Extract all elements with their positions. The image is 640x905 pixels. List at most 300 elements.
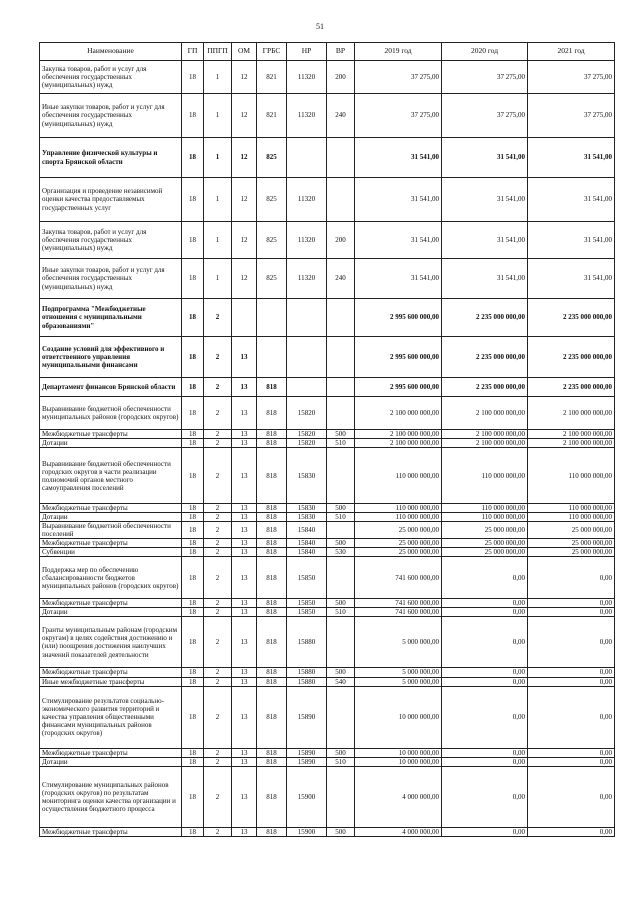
table-row <box>40 557 615 599</box>
row-gp: 18 <box>182 178 204 222</box>
row-2019: 741 600 000,00 <box>355 599 442 608</box>
row-grbs: 818 <box>257 766 287 827</box>
row-name: Дотации <box>40 513 182 522</box>
row-name: Иные межбюджетные трансферты <box>40 677 182 686</box>
row-vr: 500 <box>327 668 355 677</box>
row-grbs: 821 <box>257 94 287 138</box>
row-gp: 18 <box>182 827 204 836</box>
row-vr <box>327 448 355 504</box>
row-2020: 0,00 <box>442 617 528 668</box>
row-name: Межбюджетные трансферты <box>40 504 182 513</box>
row-2021: 2 100 000 000,00 <box>528 430 615 439</box>
table-row <box>40 504 615 513</box>
row-ppgp: 2 <box>204 504 232 513</box>
row-2019: 2 100 000 000,00 <box>355 430 442 439</box>
table-row <box>40 378 615 397</box>
row-2020: 0,00 <box>442 557 528 599</box>
row-name: Межбюджетные трансферты <box>40 539 182 548</box>
row-om: 13 <box>232 378 257 397</box>
row-vr <box>327 617 355 668</box>
row-name: Межбюджетные трансферты <box>40 599 182 608</box>
row-2019: 31 541,00 <box>355 138 442 178</box>
row-grbs: 818 <box>257 548 287 557</box>
row-grbs <box>257 299 287 337</box>
row-om: 13 <box>232 686 257 748</box>
row-om: 13 <box>232 677 257 686</box>
row-nr: 15820 <box>287 397 327 430</box>
table-row <box>40 61 615 94</box>
table-row <box>40 677 615 686</box>
row-2019: 2 100 000 000,00 <box>355 439 442 448</box>
row-grbs: 818 <box>257 608 287 617</box>
row-om: 12 <box>232 94 257 138</box>
row-vr <box>327 686 355 748</box>
row-2021: 110 000 000,00 <box>528 513 615 522</box>
row-2021: 2 235 000 000,00 <box>528 337 615 378</box>
table-row <box>40 513 615 522</box>
row-ppgp: 2 <box>204 668 232 677</box>
row-nr: 15840 <box>287 522 327 539</box>
table-row <box>40 686 615 748</box>
row-2019: 2 995 600 000,00 <box>355 378 442 397</box>
row-2021: 110 000 000,00 <box>528 448 615 504</box>
row-2020: 0,00 <box>442 748 528 757</box>
table-row <box>40 608 615 617</box>
row-ppgp: 2 <box>204 299 232 337</box>
row-om: 13 <box>232 522 257 539</box>
row-2019: 2 100 000 000,00 <box>355 397 442 430</box>
row-om: 13 <box>232 827 257 836</box>
row-gp: 18 <box>182 522 204 539</box>
row-gp: 18 <box>182 677 204 686</box>
row-grbs: 818 <box>257 827 287 836</box>
row-2019: 4 000 000,00 <box>355 827 442 836</box>
row-om: 13 <box>232 539 257 548</box>
row-2020: 25 000 000,00 <box>442 548 528 557</box>
row-nr: 15830 <box>287 504 327 513</box>
row-2020: 25 000 000,00 <box>442 539 528 548</box>
table-row <box>40 178 615 222</box>
row-nr: 15850 <box>287 557 327 599</box>
row-om: 13 <box>232 766 257 827</box>
row-2021: 25 000 000,00 <box>528 522 615 539</box>
row-ppgp: 2 <box>204 827 232 836</box>
row-2020: 31 541,00 <box>442 138 528 178</box>
row-nr: 15830 <box>287 513 327 522</box>
row-ppgp: 1 <box>204 178 232 222</box>
row-om <box>232 299 257 337</box>
row-om: 13 <box>232 439 257 448</box>
row-nr: 15880 <box>287 677 327 686</box>
row-grbs: 818 <box>257 677 287 686</box>
header-om: ОМ <box>232 43 257 61</box>
row-grbs: 818 <box>257 539 287 548</box>
row-gp: 18 <box>182 539 204 548</box>
row-gp: 18 <box>182 757 204 766</box>
row-2019: 741 600 000,00 <box>355 557 442 599</box>
row-vr: 500 <box>327 599 355 608</box>
row-name: Субвенции <box>40 548 182 557</box>
row-2020: 0,00 <box>442 766 528 827</box>
row-2019: 37 275,00 <box>355 94 442 138</box>
row-ppgp: 2 <box>204 686 232 748</box>
row-gp: 18 <box>182 259 204 299</box>
row-2021: 2 100 000 000,00 <box>528 397 615 430</box>
row-gp: 18 <box>182 138 204 178</box>
row-vr: 200 <box>327 61 355 94</box>
row-name: Выравнивание бюджетной обеспеченности поселений <box>40 522 182 539</box>
row-nr: 11320 <box>287 61 327 94</box>
row-grbs: 818 <box>257 397 287 430</box>
row-2021: 37 275,00 <box>528 94 615 138</box>
row-2021: 0,00 <box>528 608 615 617</box>
row-nr <box>287 378 327 397</box>
row-grbs: 818 <box>257 617 287 668</box>
row-2021: 0,00 <box>528 599 615 608</box>
row-ppgp: 2 <box>204 397 232 430</box>
row-2020: 0,00 <box>442 608 528 617</box>
row-vr: 530 <box>327 548 355 557</box>
row-gp: 18 <box>182 299 204 337</box>
row-om: 13 <box>232 557 257 599</box>
table-row <box>40 439 615 448</box>
row-ppgp: 2 <box>204 608 232 617</box>
row-gp: 18 <box>182 608 204 617</box>
row-2020: 2 235 000 000,00 <box>442 337 528 378</box>
table-row <box>40 259 615 299</box>
table-row <box>40 827 615 836</box>
row-2021: 0,00 <box>528 757 615 766</box>
row-name: Управление физической культуры и спорта Брянской области <box>40 138 182 178</box>
row-nr: 15900 <box>287 766 327 827</box>
table-row <box>40 668 615 677</box>
row-2021: 0,00 <box>528 668 615 677</box>
row-vr: 500 <box>327 430 355 439</box>
row-gp: 18 <box>182 448 204 504</box>
row-2019: 25 000 000,00 <box>355 522 442 539</box>
row-name: Создание условий для эффективного и ответственного управления муниципальными финансами <box>40 337 182 378</box>
row-vr: 500 <box>327 748 355 757</box>
row-vr: 240 <box>327 259 355 299</box>
row-ppgp: 2 <box>204 448 232 504</box>
row-grbs <box>257 337 287 378</box>
row-name: Выравнивание бюджетной обеспеченности муниципальных районов (городских округов) <box>40 397 182 430</box>
row-name: Межбюджетные трансферты <box>40 748 182 757</box>
row-2020: 2 100 000 000,00 <box>442 430 528 439</box>
row-name: Дотации <box>40 757 182 766</box>
row-grbs: 818 <box>257 430 287 439</box>
row-nr: 15850 <box>287 599 327 608</box>
row-om: 13 <box>232 504 257 513</box>
row-ppgp: 2 <box>204 439 232 448</box>
row-2020: 2 100 000 000,00 <box>442 439 528 448</box>
row-2020: 0,00 <box>442 668 528 677</box>
row-om: 13 <box>232 337 257 378</box>
row-2020: 25 000 000,00 <box>442 522 528 539</box>
row-2021: 0,00 <box>528 677 615 686</box>
table-row <box>40 522 615 539</box>
row-nr: 11320 <box>287 222 327 259</box>
row-name: Закупка товаров, работ и услуг для обеспечения государственных (муниципальных) нужд <box>40 61 182 94</box>
row-grbs: 825 <box>257 138 287 178</box>
row-2020: 31 541,00 <box>442 259 528 299</box>
row-2020: 0,00 <box>442 757 528 766</box>
row-nr: 15820 <box>287 430 327 439</box>
row-2019: 4 000 000,00 <box>355 766 442 827</box>
row-gp: 18 <box>182 439 204 448</box>
row-ppgp: 2 <box>204 337 232 378</box>
row-om: 13 <box>232 608 257 617</box>
row-2021: 31 541,00 <box>528 138 615 178</box>
row-nr: 15890 <box>287 757 327 766</box>
row-name: Дотации <box>40 439 182 448</box>
row-nr: 15880 <box>287 668 327 677</box>
row-2021: 31 541,00 <box>528 222 615 259</box>
row-gp: 18 <box>182 61 204 94</box>
row-nr: 11320 <box>287 178 327 222</box>
page-number: 51 <box>316 22 324 31</box>
row-gp: 18 <box>182 748 204 757</box>
row-ppgp: 2 <box>204 513 232 522</box>
table-row <box>40 448 615 504</box>
row-2020: 0,00 <box>442 827 528 836</box>
row-grbs: 825 <box>257 178 287 222</box>
row-2019: 25 000 000,00 <box>355 548 442 557</box>
row-name: Иные закупки товаров, работ и услуг для обеспечения государственных (муниципальных) нужд <box>40 94 182 138</box>
row-2019: 741 600 000,00 <box>355 608 442 617</box>
row-om: 13 <box>232 548 257 557</box>
row-name: Межбюджетные трансферты <box>40 430 182 439</box>
table-row <box>40 397 615 430</box>
row-gp: 18 <box>182 94 204 138</box>
row-2020: 31 541,00 <box>442 178 528 222</box>
row-vr: 510 <box>327 608 355 617</box>
row-gp: 18 <box>182 504 204 513</box>
header-name: Наименование <box>40 43 182 61</box>
row-gp: 18 <box>182 337 204 378</box>
row-name: Гранты муниципальным районам (городским округам) в целях содействия достижению и (или) поощрения достижения наилучших значений показателей деятельности <box>40 617 182 668</box>
row-vr: 540 <box>327 677 355 686</box>
row-name: Дотации <box>40 608 182 617</box>
row-2021: 37 275,00 <box>528 61 615 94</box>
row-2019: 31 541,00 <box>355 178 442 222</box>
table-row <box>40 748 615 757</box>
row-nr: 15840 <box>287 539 327 548</box>
header-2019: 2019 год <box>355 43 442 61</box>
row-grbs: 818 <box>257 448 287 504</box>
row-name: Межбюджетные трансферты <box>40 827 182 836</box>
row-vr <box>327 378 355 397</box>
row-vr: 510 <box>327 513 355 522</box>
row-om: 13 <box>232 617 257 668</box>
row-nr: 11320 <box>287 94 327 138</box>
row-grbs: 818 <box>257 686 287 748</box>
row-2019: 5 000 000,00 <box>355 668 442 677</box>
row-vr <box>327 299 355 337</box>
row-2019: 10 000 000,00 <box>355 757 442 766</box>
row-nr: 11320 <box>287 259 327 299</box>
row-name: Департамент финансов Брянской области <box>40 378 182 397</box>
row-ppgp: 2 <box>204 522 232 539</box>
row-2019: 31 541,00 <box>355 222 442 259</box>
row-grbs: 825 <box>257 259 287 299</box>
row-gp: 18 <box>182 686 204 748</box>
header-2020: 2020 год <box>442 43 528 61</box>
row-2019: 110 000 000,00 <box>355 513 442 522</box>
row-vr: 200 <box>327 222 355 259</box>
row-2021: 110 000 000,00 <box>528 504 615 513</box>
row-grbs: 818 <box>257 378 287 397</box>
row-2020: 31 541,00 <box>442 222 528 259</box>
table-row <box>40 757 615 766</box>
row-2021: 0,00 <box>528 748 615 757</box>
table-row <box>40 337 615 378</box>
row-vr <box>327 522 355 539</box>
row-2021: 31 541,00 <box>528 178 615 222</box>
row-name: Выравнивание бюджетной обеспеченности городских округов в части реализации полномочий органов местного самоуправления поселений <box>40 448 182 504</box>
row-gp: 18 <box>182 617 204 668</box>
row-om: 12 <box>232 138 257 178</box>
table-header-row <box>40 43 615 61</box>
row-grbs: 818 <box>257 439 287 448</box>
row-grbs: 821 <box>257 61 287 94</box>
row-name: Поддержка мер по обеспечению сбалансированности бюджетов муниципальных районов (городских округов) <box>40 557 182 599</box>
row-gp: 18 <box>182 668 204 677</box>
row-om: 12 <box>232 222 257 259</box>
row-ppgp: 2 <box>204 430 232 439</box>
row-nr: 15890 <box>287 686 327 748</box>
row-2019: 2 995 600 000,00 <box>355 299 442 337</box>
row-name: Межбюджетные трансферты <box>40 668 182 677</box>
row-2020: 0,00 <box>442 599 528 608</box>
table-row <box>40 548 615 557</box>
row-om: 12 <box>232 178 257 222</box>
row-2020: 2 235 000 000,00 <box>442 378 528 397</box>
row-2019: 110 000 000,00 <box>355 448 442 504</box>
row-2019: 10 000 000,00 <box>355 748 442 757</box>
row-ppgp: 2 <box>204 539 232 548</box>
row-2021: 2 100 000 000,00 <box>528 439 615 448</box>
row-2019: 25 000 000,00 <box>355 539 442 548</box>
table-row <box>40 430 615 439</box>
row-ppgp: 1 <box>204 138 232 178</box>
row-gp: 18 <box>182 397 204 430</box>
row-om: 12 <box>232 259 257 299</box>
row-ppgp: 1 <box>204 222 232 259</box>
row-om: 12 <box>232 61 257 94</box>
row-ppgp: 2 <box>204 617 232 668</box>
row-ppgp: 2 <box>204 557 232 599</box>
row-2020: 37 275,00 <box>442 94 528 138</box>
row-2020: 2 235 000 000,00 <box>442 299 528 337</box>
row-om: 13 <box>232 430 257 439</box>
row-2021: 0,00 <box>528 617 615 668</box>
row-ppgp: 2 <box>204 599 232 608</box>
row-gp: 18 <box>182 222 204 259</box>
row-nr: 15830 <box>287 448 327 504</box>
row-ppgp: 2 <box>204 748 232 757</box>
row-vr: 510 <box>327 439 355 448</box>
row-2021: 0,00 <box>528 827 615 836</box>
row-2019: 2 995 600 000,00 <box>355 337 442 378</box>
row-2019: 31 541,00 <box>355 259 442 299</box>
row-2019: 37 275,00 <box>355 61 442 94</box>
row-vr <box>327 557 355 599</box>
row-nr: 15900 <box>287 827 327 836</box>
row-grbs: 818 <box>257 668 287 677</box>
row-2020: 0,00 <box>442 686 528 748</box>
row-ppgp: 2 <box>204 677 232 686</box>
row-grbs: 818 <box>257 513 287 522</box>
row-2020: 2 100 000 000,00 <box>442 397 528 430</box>
row-gp: 18 <box>182 513 204 522</box>
row-om: 13 <box>232 397 257 430</box>
row-grbs: 818 <box>257 522 287 539</box>
row-vr <box>327 138 355 178</box>
row-grbs: 818 <box>257 748 287 757</box>
row-gp: 18 <box>182 430 204 439</box>
row-vr: 240 <box>327 94 355 138</box>
row-nr: 15890 <box>287 748 327 757</box>
row-name: Иные закупки товаров, работ и услуг для обеспечения государственных (муниципальных) нужд <box>40 259 182 299</box>
row-vr <box>327 178 355 222</box>
row-name: Подпрограмма "Межбюджетные отношения с муниципальными образованиями" <box>40 299 182 337</box>
row-gp: 18 <box>182 557 204 599</box>
row-ppgp: 2 <box>204 378 232 397</box>
header-nr: НР <box>287 43 327 61</box>
row-2021: 25 000 000,00 <box>528 539 615 548</box>
row-grbs: 825 <box>257 222 287 259</box>
row-om: 13 <box>232 748 257 757</box>
row-ppgp: 2 <box>204 757 232 766</box>
row-vr: 500 <box>327 539 355 548</box>
row-vr <box>327 766 355 827</box>
row-grbs: 818 <box>257 504 287 513</box>
row-om: 13 <box>232 757 257 766</box>
row-2019: 10 000 000,00 <box>355 686 442 748</box>
row-2021: 31 541,00 <box>528 259 615 299</box>
header-2021: 2021 год <box>528 43 615 61</box>
budget-table <box>39 42 615 837</box>
row-vr: 500 <box>327 504 355 513</box>
row-grbs: 818 <box>257 557 287 599</box>
row-2019: 5 000 000,00 <box>355 677 442 686</box>
row-nr <box>287 299 327 337</box>
row-nr: 15820 <box>287 439 327 448</box>
row-2020: 0,00 <box>442 677 528 686</box>
row-2021: 0,00 <box>528 686 615 748</box>
row-2021: 0,00 <box>528 766 615 827</box>
row-ppgp: 1 <box>204 61 232 94</box>
header-gp: ГП <box>182 43 204 61</box>
row-2021: 0,00 <box>528 557 615 599</box>
header-vr: ВР <box>327 43 355 61</box>
row-grbs: 818 <box>257 599 287 608</box>
row-2019: 5 000 000,00 <box>355 617 442 668</box>
header-ppgp: ППГП <box>204 43 232 61</box>
row-ppgp: 1 <box>204 94 232 138</box>
row-gp: 18 <box>182 599 204 608</box>
table-row <box>40 222 615 259</box>
row-2021: 2 235 000 000,00 <box>528 299 615 337</box>
row-nr <box>287 337 327 378</box>
row-ppgp: 2 <box>204 766 232 827</box>
row-om: 13 <box>232 599 257 608</box>
row-2019: 110 000 000,00 <box>355 504 442 513</box>
row-2020: 110 000 000,00 <box>442 448 528 504</box>
table-row <box>40 617 615 668</box>
row-ppgp: 1 <box>204 259 232 299</box>
